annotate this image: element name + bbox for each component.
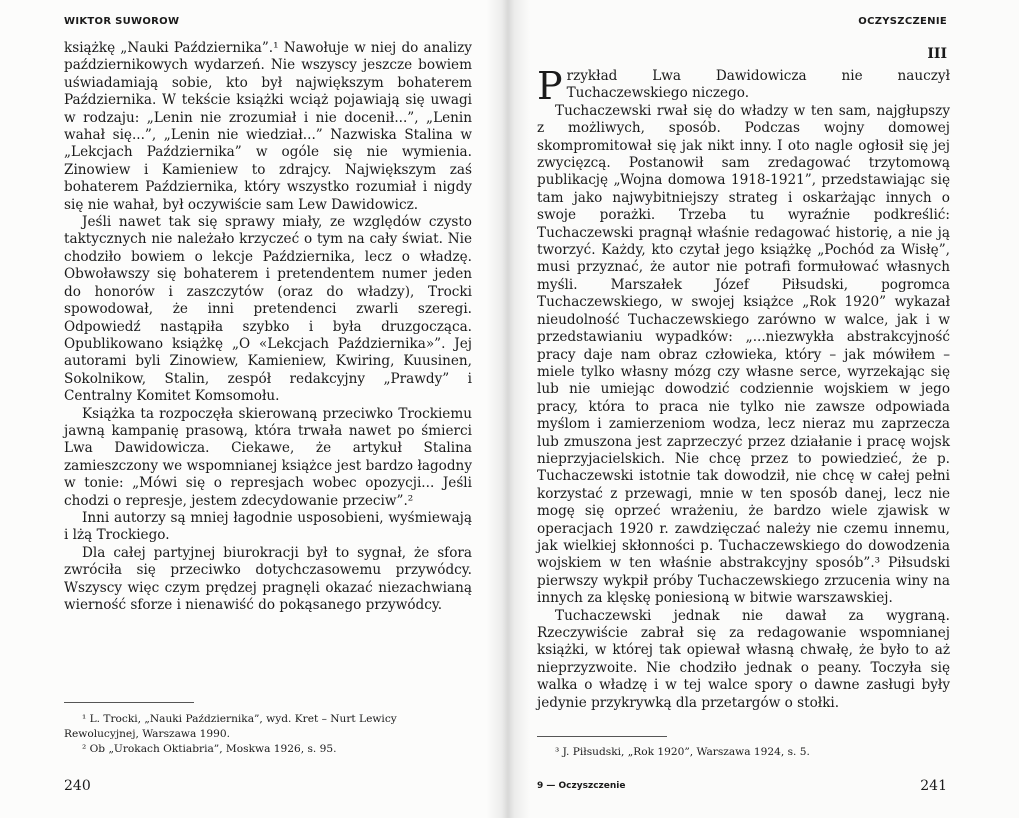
signature-mark: 9 — Oczyszczenie (537, 781, 626, 791)
right-body-text (537, 64, 950, 712)
paragraph (537, 64, 950, 108)
right-page-number: 241 (920, 778, 947, 794)
paragraph: Jeśli nawet tak się sprawy miały, ze względów czysto taktycznych nie należało krzyczeć o tym na cały świat. Nie chodziło bowiem o lekcje Października, lecz o władzę. Obwoławszy się bohaterem i pretendentem numer jeden do honorów i zaszczytów (oraz do władzy), Trocki spowodował, że inni pretendenci zwarli szeregi. Odpowiedź nastąpiła szybko i była druzgocząca. Opublikowano książkę „O «Lekcjach Października»”. Jej autorami byli Zinowiew, Kamieniew, Kwiring, Kuusinen, Sokolnikow, Stalin, zespół redakcyjny „Prawdy” i Centralny Komitet Komsomołu. (64, 214, 472, 405)
right-running-head: OCZYSZCZENIE (858, 16, 947, 27)
footnote: ³ J. Piłsudski, „Rok 1920”, Warszawa 1924, s. 5. (555, 746, 810, 758)
footnote: ¹ L. Trocki, „Nauki Października”, wyd. Kret – Nurt Lewicy Rewolucyjnej, Warszawa 1990. (64, 713, 397, 740)
paragraph: Tuchaczewski rwał się do władzy w ten sam, najgłupszy z możliwych, sposób. Podczas wojny domowej skompromitował się jak nikt inny. I oto nagle ogłosił się jej zwycięzcą. Postanowił sam zredagować trzytomową publikację „Wojna domowa 1918-1921”, przedstawiając się tam jako najwybitniejszy strateg i oskarżając innych o swoje porażki. Trzeba tu wyraźnie podkreślić: Tuchaczewski pragnął właśnie redagować historię, a nie ją tworzyć. Każdy, kto czytał jego książkę „Pochód za Wisłę”, musi przyznać, że autor nie potrafi formułować własnych myśli. Marszałek Józef Piłsudski, pogromca Tuchaczewskiego, w swojej książce „Rok 1920” wykazał nieudolność Tuchaczewskiego zarówno w walce, jak i w przedstawianiu wypadków: „...niezwykła abstrakcyjność pracy daje nam obraz człowieka, który – jak mówiłem – miele tylko własny mózg czy własne serce, wyrzekając się lub nie umiejąc dowodzić codziennie wojskiem w jego pracy, która to praca nie tylko nie zawsze odpowiada myślom i zamierzeniom wodza, lecz nieraz mu zaprzecza lub zmuszona jest zaprzeczyć przez działanie i pracę wojsk nieprzyjacielskich. Nie chcę przez to powiedzieć, że p. Tuchaczewski istotnie tak dowodził, nie chcę w całej pełni korzystać z przewagi, mnie w ten sposób danej, lecz nie mogę się oprzeć wrażeniu, że bardzo wiele zjawisk w operacjach 1920 r. zawdzięczać należy nie czemu innemu, jak wielkiej skłonności p. Tuchaczewskiego do dowodzenia wojskiem w ten właśnie abstrakcyjny sposób”.³ Piłsudski pierwszy wykpił próby Tuchaczewskiego zrzucenia winy na innych za klęskę poniesioną w bitwie warszawskiej. (537, 102, 950, 607)
paragraph-text: rzykład Lwa Dawidowicza nie nauczył Tuchaczewskiego niczego. (566, 68, 950, 102)
paragraph: Dla całej partyjnej biurokracji był to sygnał, że sfora zwróciła się przeciwko dotychczasowemu przywódcy. Wszyscy więc czym prędzej pragnęli okazać niezachwianą wierność sforze i nienawiść do pokąsanego przywódcy. (64, 544, 472, 613)
left-footnotes (64, 712, 472, 757)
drop-cap: P (537, 64, 563, 108)
right-page (509, 0, 1019, 818)
footnote-divider (537, 736, 667, 737)
chapter-number: III (927, 46, 947, 62)
paragraph: książkę „Nauki Października”.¹ Nawołuje w niej do analizy październikowych wydarzeń. Nie wszyscy jeszcze bowiem uświadamiają sobie, kto był największym bohaterem Października. W tekście książki wciąż pojawiają się uwagi w rodzaju: „Lenin nie zrozumiał i nie docenił...”, „Lenin wahał się...”, „Lenin nie wiedział...” Nazwiska Stalina w „Lekcjach Października” w ogóle się nie wymienia. Zinowiew i Kamieniew to zdrajcy. Największym zaś bohaterem Października, który wszystko rozumiał i nigdy się nie wahał, był oczywiście sam Lew Dawidowicz. (64, 40, 472, 213)
paragraph: Tuchaczewski jednak nie dawał za wygraną. Rzeczywiście zabrał się za redagowanie wspomnianej książki, w której tak opiewał własną chwałę, że było to aż nieprzyzwoite. Nie chodziło jednak o peany. Toczyła się walka o władzę i w tej walce spory o dawne zasługi były jedynie przykrywką dla przetargów o stołki. (537, 607, 950, 711)
left-body-text (64, 40, 472, 614)
right-footnotes (537, 745, 950, 760)
left-page-number: 240 (64, 778, 91, 794)
left-page (0, 0, 509, 818)
left-running-head: WIKTOR SUWOROW (64, 16, 180, 27)
footnote: ² Ob „Urokach Oktiabria”, Moskwa 1926, s. 95. (82, 743, 337, 755)
book-gutter-shadow (486, 0, 530, 818)
paragraph: Książka ta rozpoczęła skierowaną przeciwko Trockiemu jawną kampanię prasową, która trwała nawet po śmierci Lwa Dawidowicza. Ciekawe, że artykuł Stalina zamieszczony we wspomnianej książce jest bardzo łagodny w tonie: „Mówi się o represjach wobec opozycji... Jeśli chodzi o represje, jestem zdecydowanie przeciw”.² (64, 405, 472, 509)
paragraph: Inni autorzy są mniej łagodnie usposobieni, wyśmiewają i lżą Trockiego. (64, 509, 472, 544)
footnote-divider (64, 702, 194, 703)
